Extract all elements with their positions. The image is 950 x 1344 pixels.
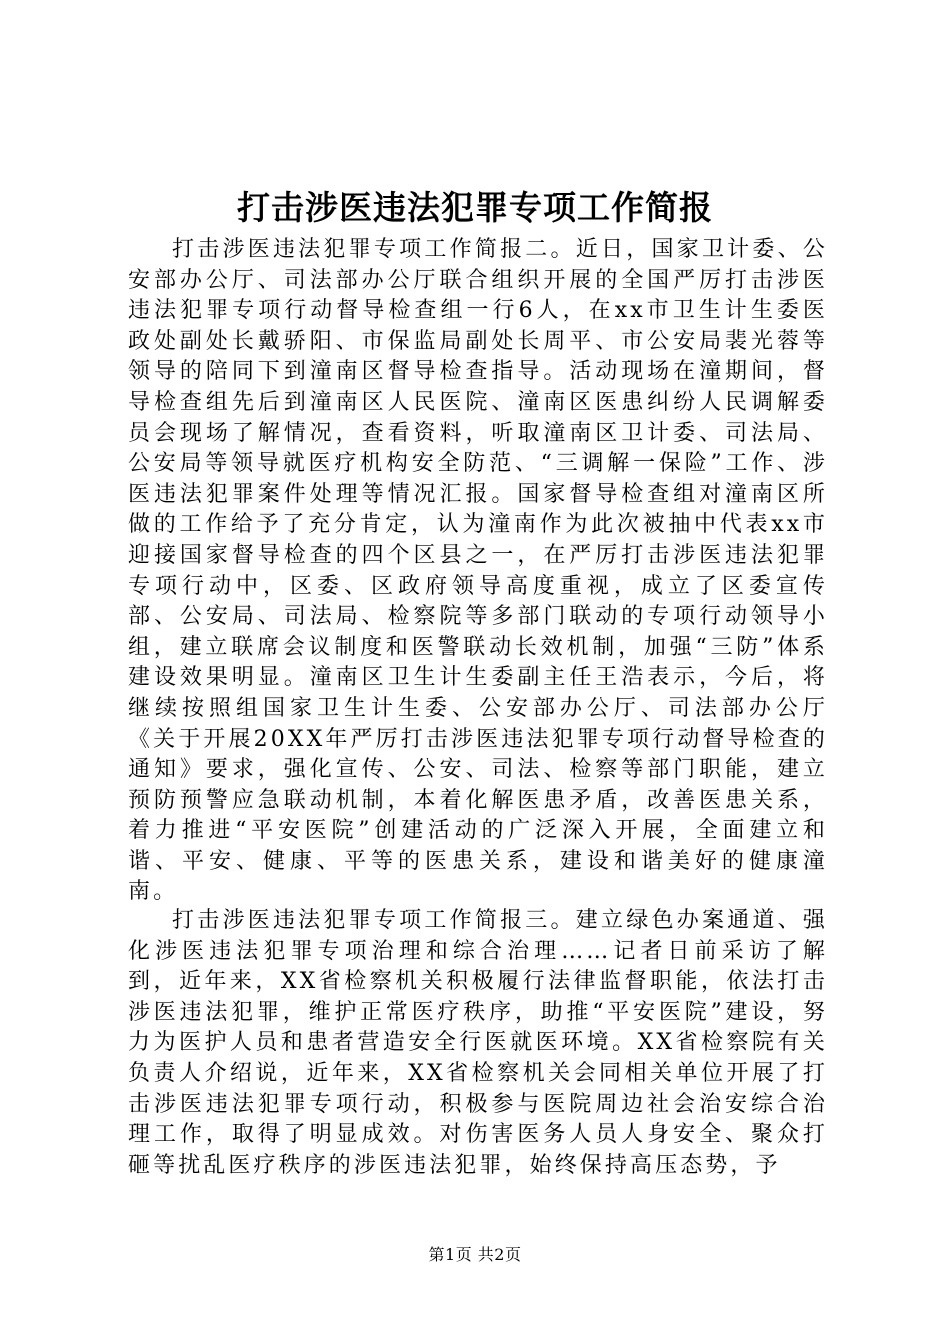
document-title: 打击涉医违法犯罪专项工作简报 [237, 188, 713, 227]
page-number-footer: 第1页 共2页 [428, 1245, 522, 1264]
body-paragraph-2: 打击涉医违法犯罪专项工作简报三。建立绿色办案通道、强化涉医违法犯罪专项治理和综合治理……记者日前采访了解到，近年来，XX省检察机关积极履行法律监督职能，依法打击涉医违法犯罪，维护正常医疗秩序，助推“平安医院”建设，努力为医护人员和患者营造安全行医就医环境。XX省检察院有关负责人介绍说，近年来，XX省检察机关会同相关单位开展了打击涉医违法犯罪专项行动，积极参与医院周边社会治安综合治理工作，取得了明显成效。对伤害医务人员人身安全、聚众打砸等扰乱医疗秩序的涉医违法犯罪，始终保持高压态势，予 [128, 908, 828, 1178]
body-paragraph-1: 打击涉医违法犯罪专项工作简报二。近日，国家卫计委、公安部办公厅、司法部办公厅联合组织开展的全国严厉打击涉医违法犯罪专项行动督导检查组一行6人，在xx市卫生计生委医政处副处长戴骄阳、市保监局副处长周平、市公安局裴光蓉等领导的陪同下到潼南区督导检查指导。活动现场在潼期间，督导检查组先后到潼南区人民医院、潼南区医患纠纷人民调解委员会现场了解情况，查看资料，听取潼南区卫计委、司法局、公安局等领导就医疗机构安全防范、“三调解一保险”工作、涉医违法犯罪案件处理等情况汇报。国家督导检查组对潼南区所做的工作给予了充分肯定，认为潼南作为此次被抽中代表xx市迎接国家督导检查的四个区县之一，在严厉打击涉医违法犯罪专项行动中，区委、区政府领导高度重视，成立了区委宣传部、公安局、司法局、检察院等多部门联动的专项行动领导小组，建立联席会议制度和医警联动长效机制，加强“三防”体系建设效果明显。潼南区卫生计生委副主任王浩表示，今后，将继续按照组国家卫生计生委、公安部办公厅、司法部办公厅《关于开展20XX年严厉打击涉医违法犯罪专项行动督导检查的通知》要求，强化宣传、公安、司法、检察等部门职能，建立预防预警应急联动机制，本着化解医患矛盾，改善医患关系，着力推进“平安医院”创建活动的广泛深入开展，全面建立和谐、平安、健康、平等的医患关系，建设和谐美好的健康潼南。 [128, 237, 828, 905]
